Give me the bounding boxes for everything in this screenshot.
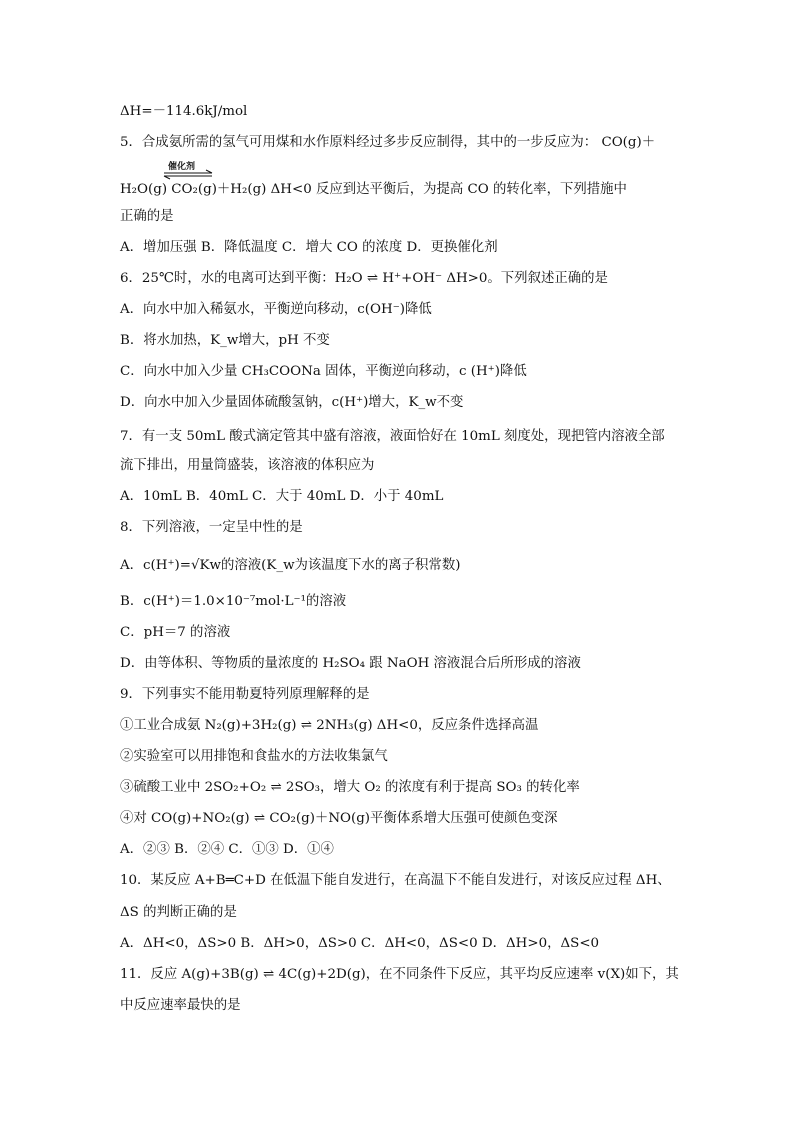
question-7-stem: 7．有一支 50mL 酸式滴定管其中盛有溶液，液面恰好在 10mL 刻度处，现把管内溶液全部 — [120, 429, 665, 444]
text-line: ΔH=－114.6kJ/mol — [120, 104, 248, 119]
question-9-options: A．②③ B．②④ C．①③ D．①④ — [120, 842, 334, 857]
question-9-item-2: ②实验室可以用排饱和食盐水的方法收集氯气 — [120, 749, 388, 764]
question-6-option-a: A．向水中加入稀氨水，平衡逆向移动，c(OH⁻)降低 — [120, 302, 432, 317]
question-9-item-3: ③硫酸工业中 2SO₂+O₂ ⇌ 2SO₃，增大 O₂ 的浓度有利于提高 SO₃ 的转化率 — [120, 780, 580, 795]
question-9-item-1: ①工业合成氨 N₂(g)+3H₂(g) ⇌ 2NH₃(g) ΔH<0，反应条件选择高温 — [120, 718, 539, 733]
question-9-item-4: ④对 CO(g)+NO₂(g) ⇌ CO₂(g)＋NO(g)平衡体系增大压强可使颜色变深 — [120, 811, 558, 826]
question-6-option-d: D．向水中加入少量固体硫酸氢钠，c(H⁺)增大，K_w不变 — [120, 395, 464, 410]
question-6-option-b: B．将水加热，K_w增大，pH 不变 — [120, 333, 330, 348]
question-8-stem: 8．下列溶液，一定呈中性的是 — [120, 520, 303, 535]
question-5-options: A．增加压强 B．降低温度 C．增大 CO 的浓度 D．更换催化剂 — [120, 240, 498, 255]
text-line: 中反应速率最快的是 — [120, 998, 241, 1013]
question-6-stem: 6．25℃时，水的电离可达到平衡：H₂O ⇌ H⁺+OH⁻ ΔH>0。下列叙述正确的是 — [120, 271, 608, 286]
question-11-stem: 11．反应 A(g)+3B(g) ⇌ 4C(g)+2D(g)，在不同条件下反应，其平均反应速率 v(X)如下，其 — [120, 967, 679, 982]
question-10-options: A．ΔH<0，ΔS>0 B．ΔH>0，ΔS>0 C．ΔH<0，ΔS<0 D．ΔH>0，ΔS<0 — [120, 936, 600, 951]
text-line: 正确的是 — [120, 209, 174, 224]
question-7-options: A．10mL B．40mL C．大于 40mL D．小于 40mL — [120, 489, 444, 504]
text-line: ΔS 的判断正确的是 — [120, 905, 237, 920]
question-8-option-b: B．c(H⁺)＝1.0×10⁻⁷mol·L⁻¹的溶液 — [120, 594, 347, 609]
question-5-stem: 5．合成氨所需的氢气可用煤和水作原料经过多步反应制得，其中的一步反应为： CO(g)＋ — [120, 135, 656, 150]
catalyst-label: 催化剂 — [168, 162, 196, 172]
question-8-option-c: C．pH＝7 的溶液 — [120, 625, 231, 640]
question-5-equation: H₂O(g) CO₂(g)＋H₂(g) ΔH<0 反应到达平衡后，为提高 CO 的转化率，下列措施中 — [120, 182, 627, 197]
question-10-stem: 10．某反应 A+B═C+D 在低温下能自发进行，在高温下不能自发进行，对该反应过程 ΔH、 — [120, 873, 671, 888]
question-9-stem: 9．下列事实不能用勒夏特列原理解释的是 — [120, 687, 370, 702]
question-8-option-d: D．由等体积、等物质的量浓度的 H₂SO₄ 跟 NaOH 溶液混合后所形成的溶液 — [120, 656, 581, 671]
text-line: 流下排出，用量筒盛装，该溶液的体积应为 — [120, 458, 375, 473]
question-8-option-a: A．c(H⁺)=√Kw的溶液(K_w为该温度下水的离子积常数) — [120, 558, 461, 573]
question-6-option-c: C．向水中加入少量 CH₃COONa 固体，平衡逆向移动，c (H⁺)降低 — [120, 364, 527, 379]
